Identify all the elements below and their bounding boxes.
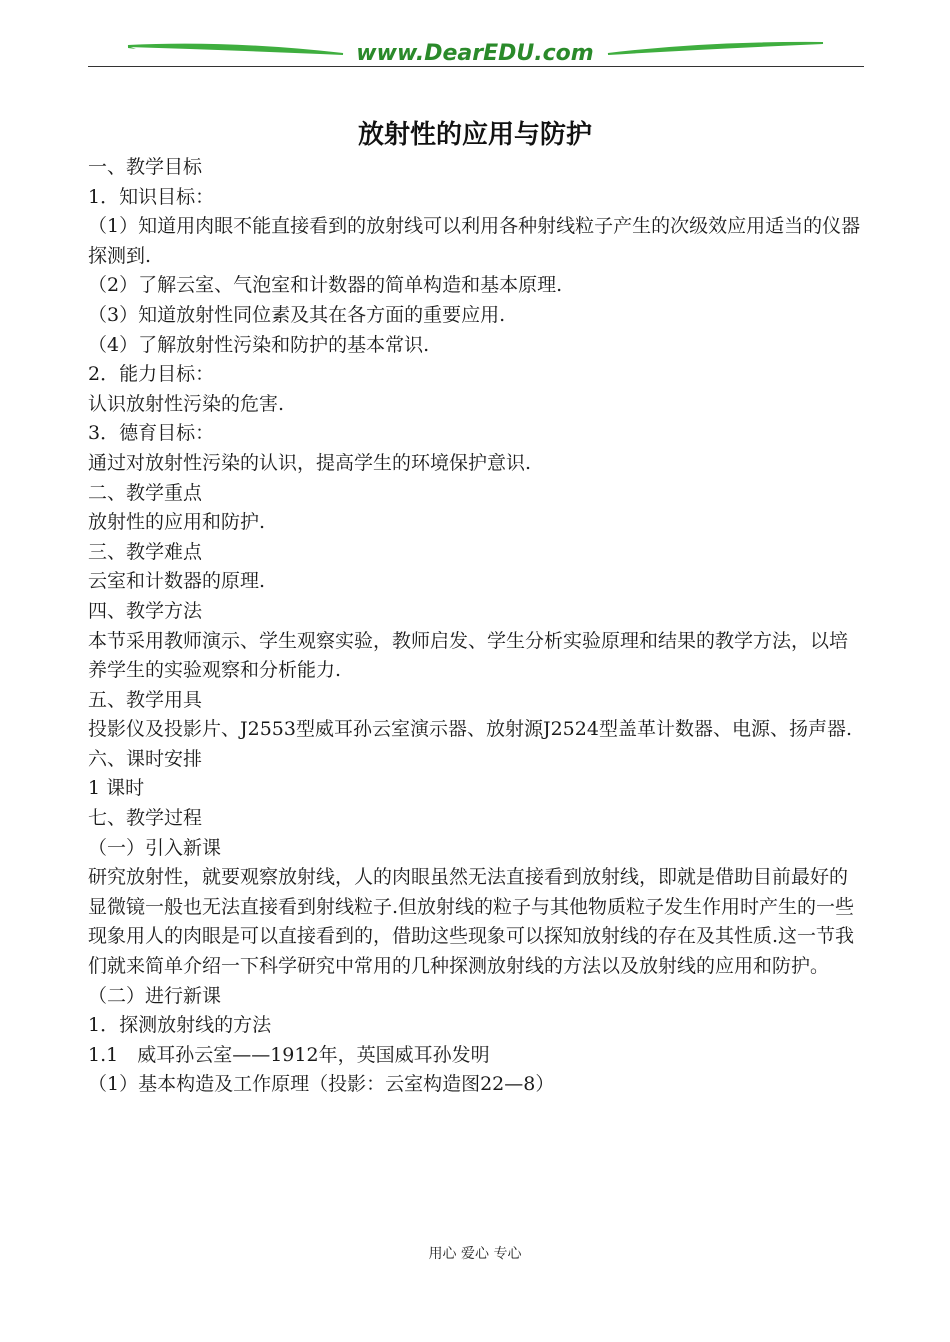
subsection-heading: 2．能力目标： <box>88 363 215 386</box>
right-swoosh <box>608 43 823 54</box>
paragraph: 研究放射性，就要观察放射线，人的肉眼虽然无法直接看到放射线，即就是借助目前最好的显微镜一般也无法直接看到射线粒子.但放射线的粒子与其他物质粒子发生作用时产生的一些现象用人的肉眼是可以直接看到的，借助这些现象可以探知放射线的存在及其性质.这一节我们就来简单介绍一下科学研究中常用的几种探测放射线的方法以及放射线的应用和防护。 <box>88 866 855 978</box>
document-title: 放射性的应用与防护 <box>357 120 592 150</box>
paragraph: 投影仪及投影片、J2553型威耳孙云室演示器、放射源J2524型盖革计数器、电源、扬声器. <box>88 718 852 741</box>
paragraph: 云室和计数器的原理. <box>88 570 266 593</box>
subsection-heading: （一）引入新课 <box>88 836 222 859</box>
section-heading: 六、课时安排 <box>88 747 203 770</box>
subsection-heading: 1．知识目标： <box>88 185 215 208</box>
paragraph: （4）了解放射性污染和防护的基本常识. <box>88 333 430 356</box>
header-banner <box>88 34 864 68</box>
header-rule <box>88 66 864 67</box>
subsection-heading: 3．德育目标： <box>88 422 215 445</box>
paragraph: 1.1 威耳孙云室——1912年，英国威耳孙发明 <box>88 1043 490 1066</box>
page-header <box>88 34 864 68</box>
paragraph: 1 课时 <box>88 777 145 800</box>
site-logo-text: www.DearEDU.com <box>356 41 594 66</box>
paragraph: （1）知道用肉眼不能直接看到的放射线可以利用各种射线粒子产生的次级效应用适当的仪器探测到. <box>88 215 861 267</box>
subsection-heading: （二）进行新课 <box>88 984 222 1007</box>
paragraph: （2）了解云室、气泡室和计数器的简单构造和基本原理. <box>88 274 563 297</box>
section-heading: 五、教学用具 <box>88 688 203 711</box>
left-swoosh <box>128 45 343 54</box>
section-heading: 三、教学难点 <box>88 540 203 563</box>
section-heading: 七、教学过程 <box>88 807 203 830</box>
paragraph: 通过对放射性污染的认识，提高学生的环境保护意识. <box>88 451 532 474</box>
document-body <box>88 153 864 1100</box>
page-footer: 用心 爱心 专心 <box>428 1246 522 1262</box>
section-heading: 一、教学目标 <box>88 156 203 178</box>
section-heading: 四、教学方法 <box>88 599 203 622</box>
paragraph: （1）基本构造及工作原理（投影：云室构造图22—8） <box>88 1073 555 1096</box>
paragraph: 放射性的应用和防护. <box>88 511 266 534</box>
subsection-heading: 1．探测放射线的方法 <box>88 1014 272 1037</box>
paragraph: 本节采用教师演示、学生观察实验，教师启发、学生分析实验原理和结果的教学方法，以培养学生的实验观察和分析能力. <box>88 629 849 682</box>
paragraph: （3）知道放射性同位素及其在各方面的重要应用. <box>88 303 506 326</box>
section-heading: 二、教学重点 <box>88 481 203 504</box>
paragraph: 认识放射性污染的危害. <box>88 392 285 415</box>
